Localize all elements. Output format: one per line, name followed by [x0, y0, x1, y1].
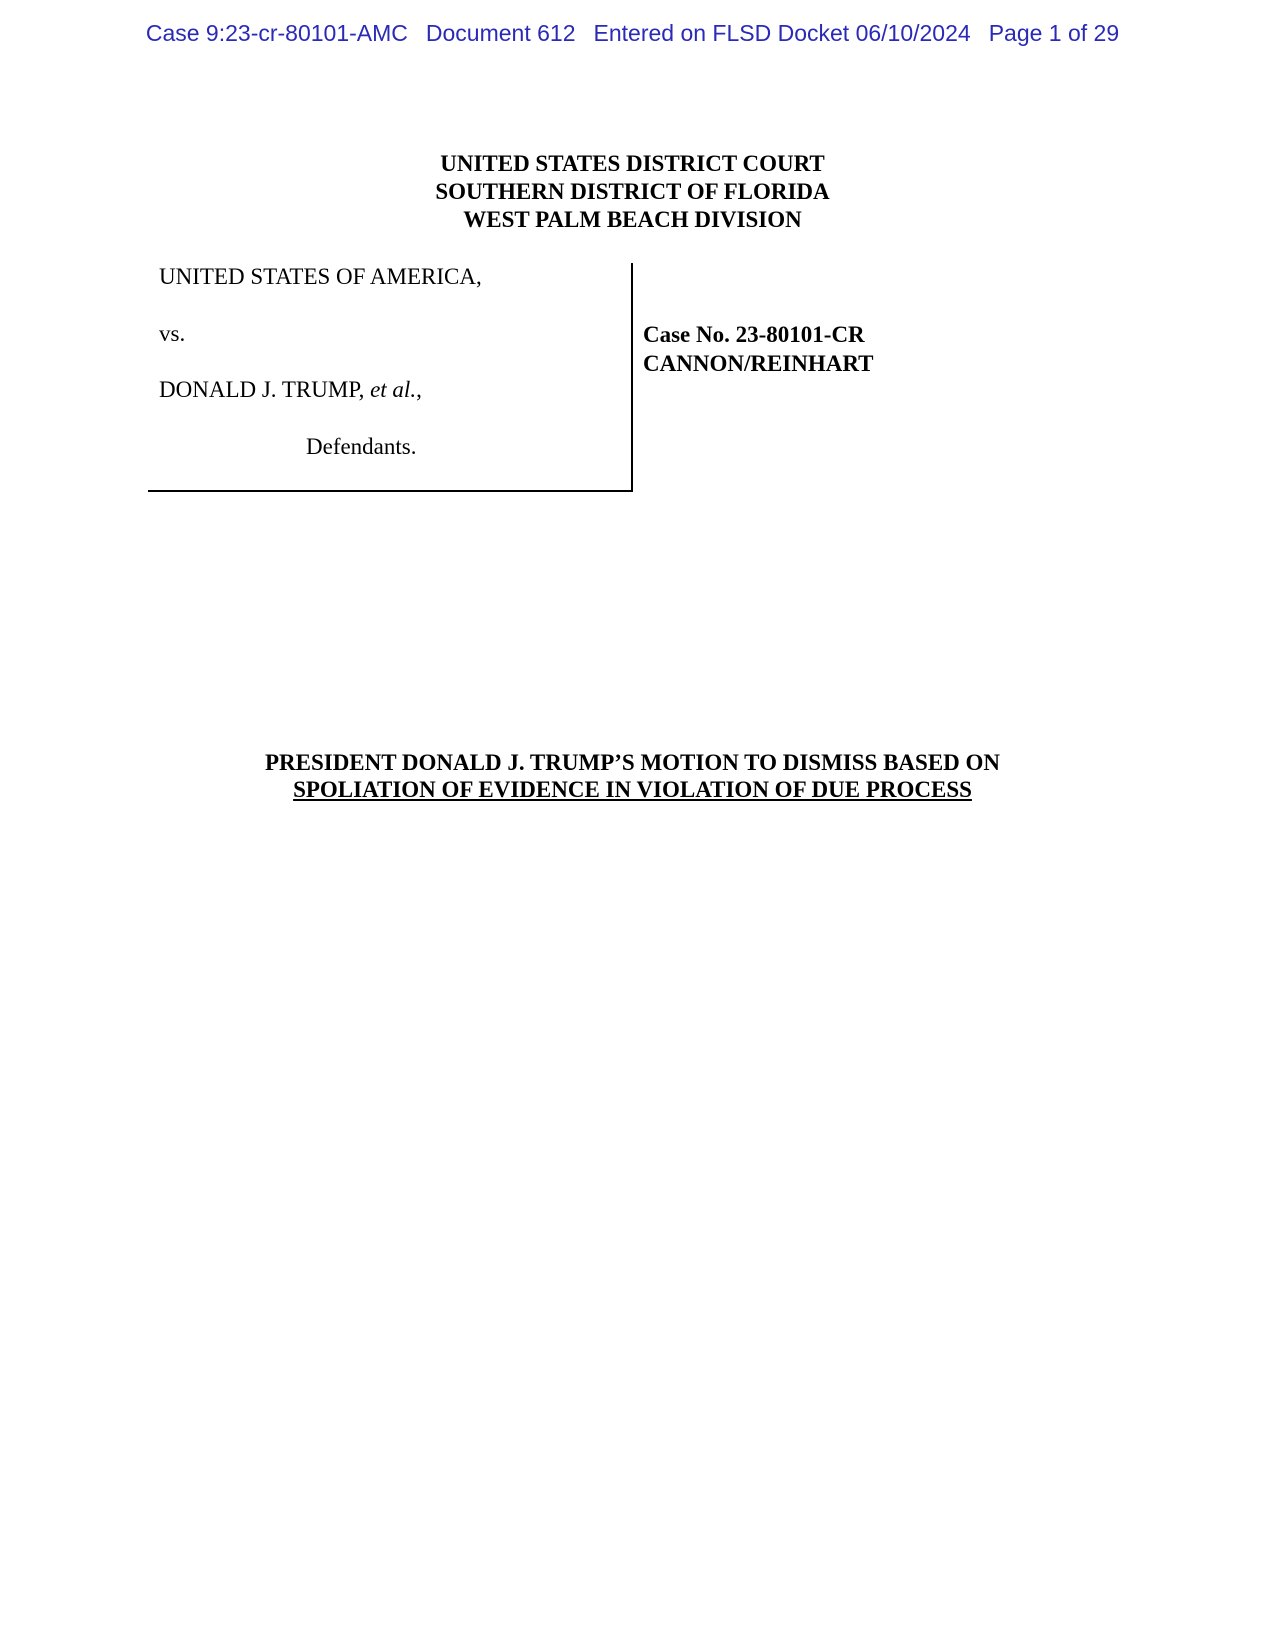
motion-title-line1: PRESIDENT DONALD J. TRUMP’S MOTION TO DISMISS BASED ON: [264, 750, 1001, 775]
defendant-text: DONALD J. TRUMP,: [159, 377, 371, 402]
docket-page-number: Page 1 of 29: [988, 20, 1120, 46]
court-heading: [0, 150, 1265, 234]
docket-document-number: Document 612: [425, 20, 576, 46]
defendant-name: [159, 377, 422, 403]
docket-header: [0, 20, 1265, 47]
defendants-label: Defendants.: [306, 434, 417, 459]
case-info: [643, 320, 873, 378]
assigned-judges: CANNON/REINHART: [643, 351, 874, 376]
docket-entered-date: Entered on FLSD Docket 06/10/2024: [593, 20, 971, 46]
court-district: SOUTHERN DISTRICT OF FLORIDA: [435, 179, 830, 204]
motion-title: [0, 749, 1265, 803]
motion-title-line2: SPOLIATION OF EVIDENCE IN VIOLATION OF DUE PROCESS: [293, 777, 972, 802]
case-number: Case No. 23-80101-CR: [643, 322, 865, 347]
defendant-comma: ,: [416, 377, 422, 402]
court-division: WEST PALM BEACH DIVISION: [463, 207, 802, 232]
docket-case-number: Case 9:23-cr-80101-AMC: [145, 20, 408, 46]
court-name: UNITED STATES DISTRICT COURT: [440, 151, 825, 176]
et-al: et al.: [370, 377, 417, 402]
caption-horizontal-rule: [148, 490, 633, 492]
caption-vertical-rule: [631, 263, 633, 491]
versus-label: vs.: [159, 321, 186, 346]
plaintiff-name: UNITED STATES OF AMERICA,: [159, 264, 482, 289]
